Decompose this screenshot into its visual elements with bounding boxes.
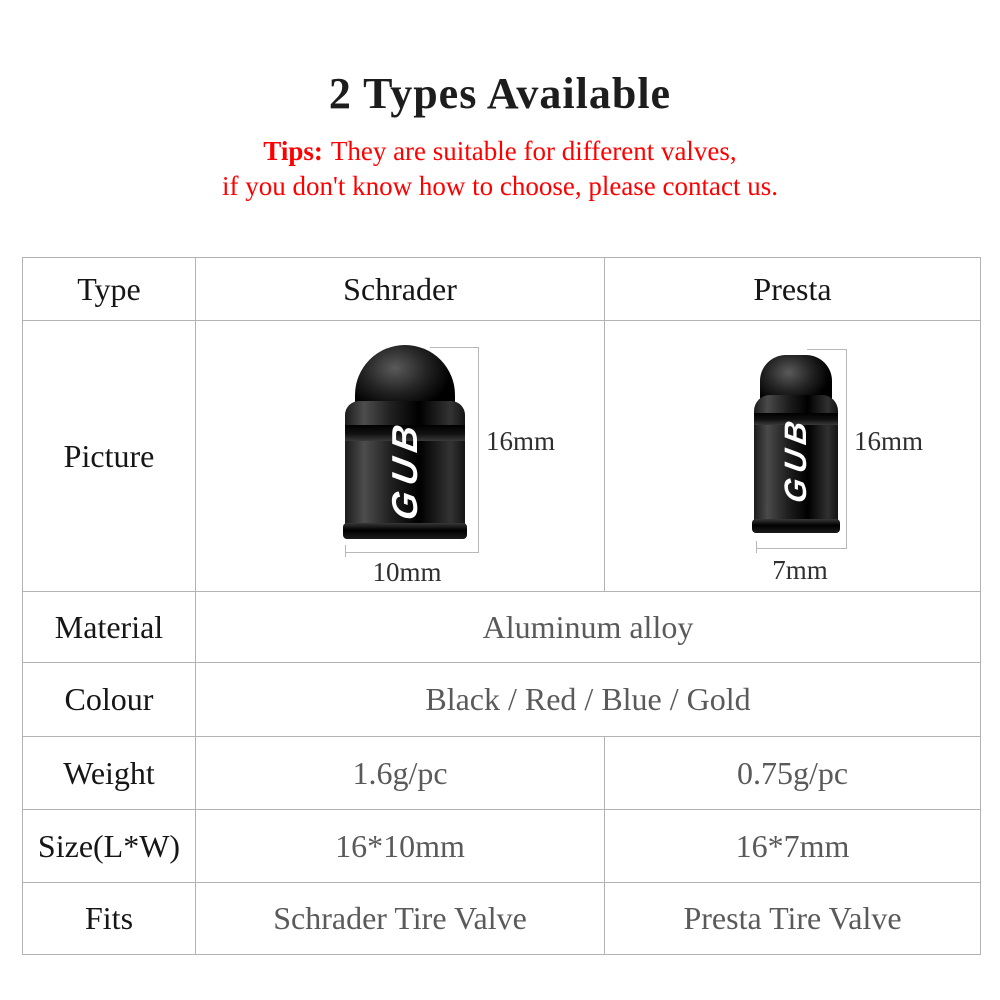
tips-line-1 bbox=[0, 134, 1000, 169]
tips-line-2: if you don't know how to choose, please contact us. bbox=[221, 171, 778, 201]
height-dimension-tick bbox=[430, 347, 478, 348]
schrader-photo bbox=[196, 321, 604, 591]
fits-presta-cell: Presta Tire Valve bbox=[605, 883, 981, 955]
tips-line-1-text: They are suitable for different valves, bbox=[330, 136, 737, 166]
tips-text bbox=[0, 134, 1000, 204]
material-value-cell: Aluminum alloy bbox=[196, 592, 981, 663]
size-presta-cell: 16*7mm bbox=[605, 810, 981, 883]
colour-value-cell: Black / Red / Blue / Gold bbox=[196, 663, 981, 737]
header-row bbox=[23, 258, 981, 321]
row-material bbox=[23, 592, 981, 663]
header-cell-type: Type bbox=[23, 258, 196, 321]
spec-table bbox=[22, 257, 981, 955]
material-label-cell: Material bbox=[23, 592, 196, 663]
tips-label: Tips: bbox=[263, 136, 323, 166]
height-dimension-line bbox=[846, 349, 847, 549]
row-colour bbox=[23, 663, 981, 737]
height-dimension-line bbox=[478, 347, 479, 553]
colour-label-cell: Colour bbox=[23, 663, 196, 737]
presta-photo bbox=[605, 321, 980, 591]
gub-logo: GUB bbox=[778, 412, 813, 506]
gub-logo: GUB bbox=[384, 414, 425, 524]
height-label: 16mm bbox=[486, 426, 556, 456]
size-label-cell: Size(L*W) bbox=[23, 810, 196, 883]
width-label: 10mm bbox=[372, 557, 442, 587]
width-dimension-line bbox=[756, 548, 846, 549]
picture-row bbox=[23, 321, 981, 592]
schrader-picture-cell bbox=[196, 321, 605, 592]
fits-label-cell: Fits bbox=[23, 883, 196, 955]
size-schrader-cell: 16*10mm bbox=[196, 810, 605, 883]
page-title: 2 Types Available bbox=[328, 69, 672, 118]
picture-label-cell: Picture bbox=[23, 321, 196, 592]
row-fits bbox=[23, 883, 981, 955]
schrader-cap-photo bbox=[345, 345, 465, 553]
height-label: 16mm bbox=[854, 426, 924, 456]
fits-schrader-cell: Schrader Tire Valve bbox=[196, 883, 605, 955]
row-size bbox=[23, 810, 981, 883]
presta-picture-cell bbox=[605, 321, 981, 592]
width-dimension-tick bbox=[345, 545, 346, 557]
header-cell-schrader: Schrader bbox=[196, 258, 605, 321]
weight-presta-cell: 0.75g/pc bbox=[605, 737, 981, 810]
weight-schrader-cell: 1.6g/pc bbox=[196, 737, 605, 810]
width-label: 7mm bbox=[772, 555, 828, 585]
width-dimension-tick bbox=[756, 541, 757, 553]
width-dimension-line bbox=[345, 552, 479, 553]
header-cell-presta: Presta bbox=[605, 258, 981, 321]
weight-label-cell: Weight bbox=[23, 737, 196, 810]
presta-cap-photo bbox=[754, 355, 838, 549]
row-weight bbox=[23, 737, 981, 810]
height-dimension-tick bbox=[807, 349, 846, 350]
